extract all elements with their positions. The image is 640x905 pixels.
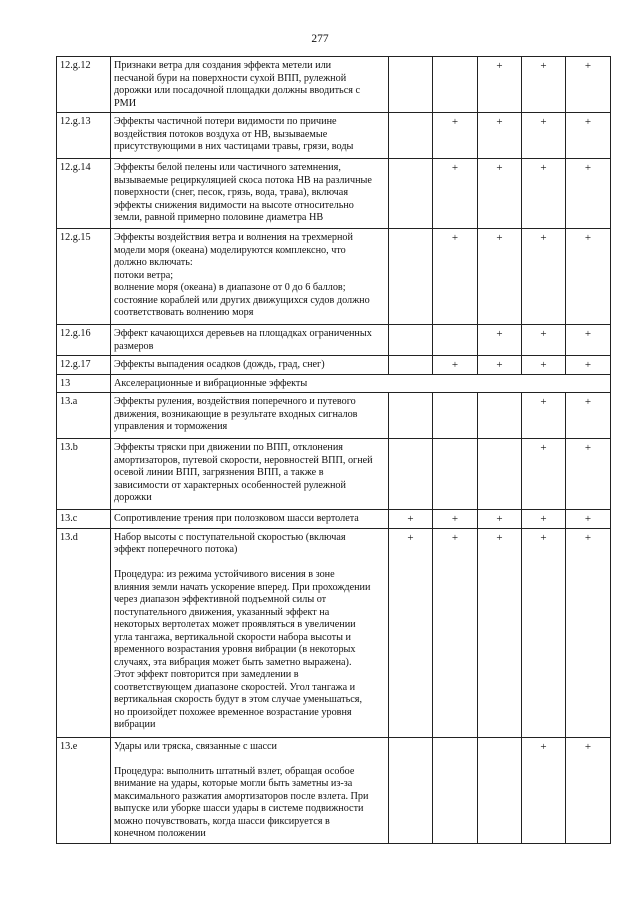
row-id: 12.g.12 xyxy=(57,57,111,113)
mark-cell: + xyxy=(389,528,433,737)
mark-cell: + xyxy=(522,159,566,229)
mark-cell: + xyxy=(389,510,433,529)
page-number: 277 xyxy=(311,33,329,45)
description-text: Эффекты выпадения осадков (дождь, град, снег) xyxy=(114,359,325,370)
description-text: Эффекты руления, воздействия поперечного и путевого движения, возникающие в результате входных сигналов управления и торможения xyxy=(114,396,358,432)
row-id: 13.d xyxy=(57,528,111,737)
table-row xyxy=(57,510,611,529)
mark-cell: + xyxy=(566,113,611,159)
mark-cell: + xyxy=(522,510,566,529)
mark-cell: + xyxy=(478,113,522,159)
mark-cell xyxy=(389,325,433,356)
row-id: 13.b xyxy=(57,439,111,510)
row-description xyxy=(111,159,389,229)
mark-cell: + xyxy=(478,57,522,113)
row-description xyxy=(111,356,389,375)
mark-cell xyxy=(389,439,433,510)
row-id: 12.g.17 xyxy=(57,356,111,375)
table-row xyxy=(57,439,611,510)
description-text: Эффекты воздействия ветра и волнения на трехмерной модели моря (океана) моделируются комплексно, что должно включать: потоки ветра; волнение моря (океана) в диапазоне от 0 до 6 баллов; состояние кораблей или других движущихся судов должно соответствовать волнению моря xyxy=(114,232,370,318)
mark-cell: + xyxy=(478,325,522,356)
mark-cell: + xyxy=(566,510,611,529)
mark-cell xyxy=(433,57,478,113)
table-row xyxy=(57,393,611,439)
row-description xyxy=(111,57,389,113)
mark-cell: + xyxy=(566,356,611,375)
description-text: Эффекты белой пелены или частичного затемнения, вызываемые рециркуляцией скоса потока НВ на различные поверхности (снег, песок, грязь, вода, трава), включая эффекты снижения видимости на высоте относительно земли, равной примерно половине диаметра НВ xyxy=(114,162,372,223)
row-description xyxy=(111,439,389,510)
description-text: Удары или тряска, связанные с шасси Процедура: выполнить штатный взлет, обращая особое внимание на удары, которые могли быть заметны из-за максимального разжатия амортизаторов после взлета. При выпуске или уборке шасси удары в системе подвижности можно почувствовать, когда шасси фиксируется в конечном положении xyxy=(114,740,369,839)
mark-cell xyxy=(433,737,478,843)
description-text: Эффекты частичной потери видимости по причине воздействия потоков воздуха от НВ, вызываемые присутствующими в них частицами травы, грязи, воды xyxy=(114,116,354,152)
mark-cell xyxy=(389,113,433,159)
row-description xyxy=(111,737,389,843)
row-description xyxy=(111,113,389,159)
mark-cell: + xyxy=(522,737,566,843)
mark-cell: + xyxy=(522,57,566,113)
mark-cell xyxy=(389,57,433,113)
mark-cell: + xyxy=(566,57,611,113)
description-text: Набор высоты с поступательной скоростью (включая эффект поперечного потока) Процедура: из режима устойчивого висения в зоне влияния земли начать ускорение вперед. При прохождении через диапазон эффективной подъемной силы от поступательного движения, указанный эффект на некоторых вертолетах может проявляться в увеличении угла тангажа, вертикальной скорости набора высоты и временного возрастания уровня вибрации (в некоторых случаях, эта вибрация может быть заметно выражена). Этот эффект повторится при замедлении в соответствующем диапазоне скоростей. Угол тангажа и вертикальная скорость будут в этом случае уменьшаться, но произойдет похожее временное возрастание уровня вибрации xyxy=(114,531,371,730)
row-id: 13.e xyxy=(57,737,111,843)
mark-cell: + xyxy=(433,528,478,737)
row-id: 13.a xyxy=(57,393,111,439)
mark-cell xyxy=(478,393,522,439)
mark-cell: + xyxy=(566,325,611,356)
mark-cell: + xyxy=(522,356,566,375)
mark-cell: + xyxy=(566,159,611,229)
mark-cell: + xyxy=(522,113,566,159)
mark-cell xyxy=(433,325,478,356)
mark-cell: + xyxy=(522,229,566,325)
row-description xyxy=(111,229,389,325)
row-description xyxy=(111,393,389,439)
mark-cell: + xyxy=(433,113,478,159)
table-row xyxy=(57,737,611,843)
mark-cell: + xyxy=(522,393,566,439)
description-text: Эффект качающихся деревьев на площадках ограниченных размеров xyxy=(114,328,372,352)
table-row xyxy=(57,159,611,229)
mark-cell xyxy=(478,439,522,510)
mark-cell: + xyxy=(433,356,478,375)
mark-cell xyxy=(389,356,433,375)
description-text: Сопротивление трения при полозковом шасси вертолета xyxy=(114,513,359,524)
mark-cell xyxy=(389,737,433,843)
table-row xyxy=(57,57,611,113)
mark-cell: + xyxy=(566,439,611,510)
mark-cell xyxy=(478,737,522,843)
row-id: 12.g.13 xyxy=(57,113,111,159)
mark-cell: + xyxy=(478,510,522,529)
mark-cell: + xyxy=(522,439,566,510)
mark-cell: + xyxy=(522,528,566,737)
mark-cell: + xyxy=(566,737,611,843)
table-row xyxy=(57,528,611,737)
mark-cell: + xyxy=(433,510,478,529)
mark-cell: + xyxy=(478,528,522,737)
row-id: 12.g.15 xyxy=(57,229,111,325)
mark-cell: + xyxy=(478,356,522,375)
mark-cell: + xyxy=(522,325,566,356)
row-id: 13.c xyxy=(57,510,111,529)
mark-cell xyxy=(389,393,433,439)
table-row xyxy=(57,113,611,159)
mark-cell xyxy=(389,159,433,229)
row-id: 12.g.14 xyxy=(57,159,111,229)
mark-cell: + xyxy=(566,393,611,439)
table-row xyxy=(57,325,611,356)
mark-cell: + xyxy=(433,229,478,325)
description-text: Эффекты тряски при движении по ВПП, отклонения амортизаторов, путевой скорости, неровностей ВПП, огней осевой линии ВПП, загрязнения ВПП, а также в зависимости от характерных особенностей рулежной дорожки xyxy=(114,442,373,503)
row-description xyxy=(111,510,389,529)
row-description xyxy=(111,325,389,356)
section-title xyxy=(111,374,611,393)
mark-cell xyxy=(433,439,478,510)
mark-cell: + xyxy=(478,229,522,325)
mark-cell: + xyxy=(478,159,522,229)
table-row xyxy=(57,229,611,325)
row-description xyxy=(111,528,389,737)
section-row xyxy=(57,374,611,393)
mark-cell xyxy=(433,393,478,439)
mark-cell: + xyxy=(566,229,611,325)
table-row xyxy=(57,356,611,375)
mark-cell: + xyxy=(566,528,611,737)
requirements-table xyxy=(56,56,611,844)
row-id: 12.g.16 xyxy=(57,325,111,356)
description-text: Акселерационные и вибрационные эффекты xyxy=(114,377,308,389)
row-id: 13 xyxy=(57,374,111,393)
description-text: Признаки ветра для создания эффекта метели или песчаной бури на поверхности сухой ВПП, рулежной дорожки или посадочной площадки должны вводиться с РМИ xyxy=(114,60,360,109)
mark-cell: + xyxy=(433,159,478,229)
mark-cell xyxy=(389,229,433,325)
